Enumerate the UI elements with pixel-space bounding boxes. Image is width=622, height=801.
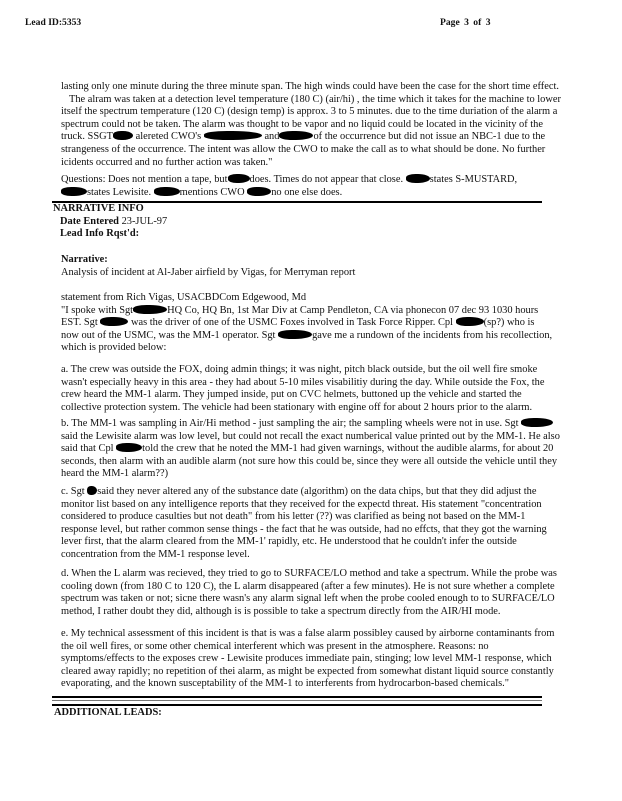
text-fragment: b. The MM-1 was sampling in Air/Hi method - just sampling the air; the sampling wheels were not in use. Sgt <box>61 418 519 429</box>
redaction-mark <box>456 317 484 326</box>
paragraph-b <box>61 418 581 481</box>
paragraph-e <box>61 628 581 691</box>
text-fragment: Questions: Does not mention a tape, but <box>61 174 228 185</box>
redaction-mark <box>279 131 313 140</box>
section-divider <box>52 704 542 706</box>
additional-leads-title: ADDITIONAL LEADS: <box>54 707 162 718</box>
text-line <box>61 330 581 343</box>
text-fragment: told the crew that he noted the MM-1 had given warnings, without the audible alarms, for about 20 <box>142 443 554 455</box>
text-line <box>61 187 581 200</box>
text-line: lever first, that the alarm cleared from the MM-1' rapidly, etc. He understood that he couldn't infer the outside <box>61 536 517 548</box>
text-line: spectrum could not be taken. The alarm was thought to be vapor and no liquid could be located in the vicinity of the <box>61 118 543 130</box>
text-line <box>61 174 581 187</box>
text-line: symptoms/effects to the exposes crew - Lewisite produces immediate pain, stinging; low level MM-1 response, which <box>61 653 552 665</box>
redaction-mark <box>521 418 553 427</box>
text-line: cooling down (from 180 C to 120 C), the L alarm disappeared (after a few minutes). He is not sure whether a complete <box>61 580 555 592</box>
text-line: The alram was taken at a detection level temperature (180 C) (air/hi) , the time which it takes for the machine to lower <box>69 93 561 105</box>
text-line: concentration from the MM-1 response level. <box>61 548 250 560</box>
text-line: monitor list based on any intelligence reports that they received for the expectd threat. His statement "concentration <box>61 498 542 510</box>
continuation-paragraph <box>61 81 581 169</box>
text-line: lasting only one minute during the three minute span. The high winds could have been the case for the short time effect. <box>61 81 559 92</box>
date-entered-field <box>60 216 167 229</box>
redaction-mark <box>133 305 167 314</box>
text-line: strangeness of the occurrence. The intent was allow the CWO to make the call as to what should be done. No further <box>61 143 546 155</box>
field-value: 23-JUL-97 <box>121 216 168 227</box>
text-fragment: truck. SSGT <box>61 131 113 143</box>
redaction-mark <box>154 187 180 196</box>
statement-paragraph <box>61 292 581 355</box>
text-fragment: HQ Co, HQ Bn, 1st Mar Div at Camp Pendleton, CA via phonecon 07 dec 93 1030 hours <box>167 304 539 316</box>
text-fragment: does. Times do not appear that close. <box>249 174 404 185</box>
redaction-mark <box>100 317 128 326</box>
text-fragment: gave me a rundown of the incidents from his recollection, <box>312 329 553 341</box>
text-fragment: said that Cpl <box>61 443 114 455</box>
text-fragment: now out of the USMC, was the MM-1 operator. Sgt <box>61 329 276 341</box>
text-fragment: of the occurrence but did not issue an NBC-1 due to the <box>313 131 546 143</box>
redaction-mark <box>204 131 262 140</box>
text-line: statement from Rich Vigas, USACBDCom Edgewood, Md <box>61 292 307 303</box>
text-line: crew heard the MM-1 alarm. They jumped inside, put on CVC helmets, buttoned up the vehicle and started the <box>61 389 522 401</box>
text-line: e. My technical assessment of this incident is that is was a false alarm possibley caused by airborne contaminants from <box>61 628 555 639</box>
text-line: d. When the L alarm was recieved, they tried to go to SURFACE/LO method and take a spectrum. While the probe was <box>61 568 557 579</box>
text-line <box>61 131 581 144</box>
text-fragment: c. Sgt <box>61 486 85 497</box>
text-line: seconds, then alarm with an audible alarm (not sure how this could be, since they were all outside the vehicle until they <box>61 455 558 467</box>
text-line <box>61 443 581 456</box>
text-fragment: "I spoke with Sgt <box>61 304 134 316</box>
redaction-mark <box>247 187 271 196</box>
text-line: spectrum was taken or not; sicne there wasn's any alarm signal left when the probe cooled enough to to SURFACE/LO <box>61 593 555 605</box>
questions-paragraph <box>61 174 581 199</box>
section-divider <box>52 696 542 698</box>
text-line: wasn't especially heavy in this area - they had about 5-10 miles visabilitiy during the day. While outside the Fox, the <box>61 376 545 388</box>
text-line <box>61 305 581 318</box>
text-fragment: said they never altered any of the substance date (algorithm) on the data chips, but that they did adjust the <box>97 486 537 497</box>
text-line <box>61 317 581 330</box>
text-line: considered to produce casulties but not death" from his letter (??) was clarified as being not based on the MM-1 <box>61 511 526 523</box>
text-line: Analysis of incident at Al-Jaber airfield by Vigas, for Merryman report <box>61 266 356 278</box>
redaction-mark <box>278 330 312 339</box>
redaction-mark <box>61 187 87 196</box>
text-line: a. The crew was outside the FOX, doing admin things; it was night, pitch black outside, but the oil well fire smoke <box>61 364 538 375</box>
text-line <box>61 486 581 499</box>
text-fragment: states Lewisite. <box>87 186 152 198</box>
text-line: collective protection system. The vehicle had been stationary with engine off for about 2 hours prior to the alarm. <box>61 401 533 413</box>
text-fragment: and <box>264 131 280 143</box>
text-fragment: alereted CWO's <box>135 131 202 143</box>
text-line: evaporating, and the known susceptability of the MM-1 to interferents from hydrocarbon-based chemicals." <box>61 678 510 690</box>
section-divider <box>52 700 542 701</box>
redaction-mark <box>87 486 97 495</box>
text-line <box>61 418 581 431</box>
paragraph-c <box>61 486 581 562</box>
paragraph-d <box>61 568 581 618</box>
text-fragment: was the driver of one of the USMC Foxes involved in Task Force Ripper. Cpl <box>130 317 454 329</box>
text-line: heard the MM-1 alarm??) <box>61 468 169 480</box>
text-fragment: no one else does. <box>271 186 343 198</box>
narrative-info-title: NARRATIVE INFO <box>53 203 144 214</box>
lead-id: Lead ID:5353 <box>25 17 82 28</box>
page-indicator: Page 3 of 3 <box>440 17 491 28</box>
text-line: icidents occurred and no further action was taken." <box>61 156 273 168</box>
narrative-label <box>61 254 581 279</box>
text-line: cleared away rapidly; no repetition of thei alarm, as might be expected from somewhat distant liquid source constantly <box>61 665 554 677</box>
field-label: Date Entered <box>60 216 119 227</box>
text-fragment: EST. Sgt <box>61 317 98 329</box>
text-line: the oil well fires, or some other chemical interferent which was present in the atmosphere. Reasons: no <box>61 640 489 652</box>
text-line: said the Lewisite alarm was low level, but could not recall the exact numberical value printed out by the MM-1. He also <box>61 430 560 442</box>
text-line: response level, but rather common sense things - the fact that he was outside, had no effcts, that they got the warning <box>61 523 547 535</box>
text-line: method, I rather doubt they did, although is is possible to take a spectrum directly from the AIR/HI mode. <box>61 605 501 617</box>
redaction-mark <box>113 131 133 140</box>
text-fragment: (sp?) who is <box>483 317 535 329</box>
text-fragment: mentions CWO <box>179 186 245 198</box>
paragraph-a <box>61 364 581 414</box>
redaction-mark <box>406 174 430 183</box>
redaction-mark <box>116 443 142 452</box>
text-line: which is provided below: <box>61 342 167 354</box>
narrative-heading: Narrative: <box>61 254 108 265</box>
text-line: itself the spectrum temperature (120 C) (design temp) is approx. 3 to 5 minutes. due to the time duriation of the alarm a <box>61 106 558 118</box>
redaction-mark <box>228 174 250 183</box>
lead-info-field: Lead Info Rqst'd: <box>60 228 140 239</box>
text-fragment: states S-MUSTARD, <box>429 174 518 185</box>
